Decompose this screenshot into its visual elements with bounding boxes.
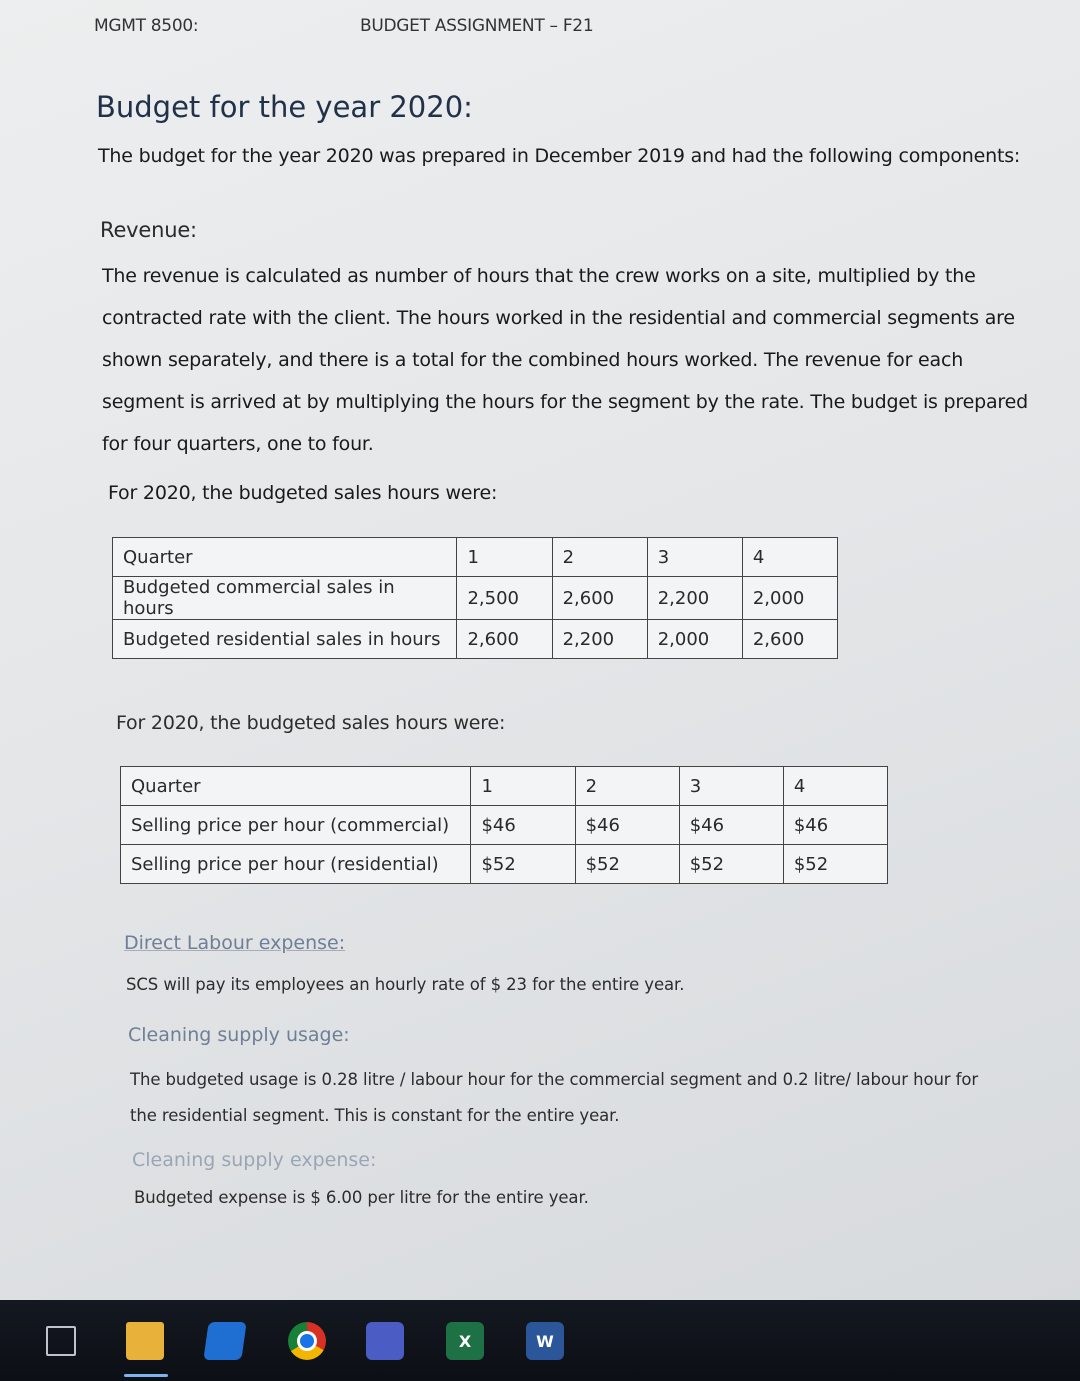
price-table <box>120 766 888 884</box>
table-cell: Budgeted residential sales in hours <box>113 620 457 659</box>
table-cell: Budgeted commercial sales in hours <box>113 577 457 620</box>
taskbar <box>0 1300 1080 1381</box>
word-letter: W <box>536 1331 554 1351</box>
table-row <box>121 806 888 845</box>
table-header-cell: 3 <box>647 538 742 577</box>
table-cell: Selling price per hour (commercial) <box>121 806 471 845</box>
mail-icon[interactable] <box>203 1322 246 1360</box>
table-cell: 2,000 <box>647 620 742 659</box>
word-icon[interactable] <box>526 1322 564 1360</box>
table-cell: $52 <box>679 845 783 884</box>
table-cell: 2,600 <box>742 620 837 659</box>
excel-icon[interactable] <box>446 1322 484 1360</box>
direct-labour-body: SCS will pay its employees an hourly rate of $ 23 for the entire year. <box>126 975 685 994</box>
hours-table <box>112 537 838 659</box>
direct-labour-heading: Direct Labour expense: <box>124 932 346 954</box>
teams-icon[interactable] <box>366 1322 404 1360</box>
table-cell: 2,200 <box>647 577 742 620</box>
revenue-body: The revenue is calculated as number of hours that the crew works on a site, multiplied by the contracted rate with the client. The hours worked in the residential and commercial segments are shown separately, and there is a total for the combined hours worked. The revenue for each segment is arrived at by multiplying the hours for the segment by the rate. The budget is prepared for four quarters, one to four. <box>102 265 1028 455</box>
table-row <box>113 620 838 659</box>
price-table-intro: For 2020, the budgeted sales hours were: <box>116 712 506 734</box>
chrome-icon[interactable] <box>288 1322 326 1360</box>
table-header-cell: Quarter <box>121 767 471 806</box>
cleaning-expense-body: Budgeted expense is $ 6.00 per litre for the entire year. <box>134 1188 589 1207</box>
cleaning-usage-body: The budgeted usage is 0.28 litre / labour hour for the commercial segment and 0.2 litre/ labour hour for the residential segment. This is constant for the entire year. <box>130 1070 979 1125</box>
table-cell: Selling price per hour (residential) <box>121 845 471 884</box>
task-view-icon[interactable] <box>46 1326 76 1356</box>
revenue-heading: Revenue: <box>100 218 197 242</box>
table-header-cell: 4 <box>783 767 887 806</box>
table-header-cell: 4 <box>742 538 837 577</box>
page-title: Budget for the year 2020: <box>96 90 473 124</box>
table-cell: $52 <box>783 845 887 884</box>
table-cell: $52 <box>471 845 575 884</box>
course-code: MGMT 8500: <box>94 16 199 36</box>
hours-table-intro: For 2020, the budgeted sales hours were: <box>108 482 498 504</box>
table-cell: $46 <box>575 806 679 845</box>
table-cell: $46 <box>783 806 887 845</box>
table-row <box>121 845 888 884</box>
table-header-cell: Quarter <box>113 538 457 577</box>
table-cell: $46 <box>471 806 575 845</box>
table-header-cell: 2 <box>575 767 679 806</box>
active-app-indicator <box>124 1374 168 1377</box>
assignment-title: BUDGET ASSIGNMENT – F21 <box>360 16 594 36</box>
cleaning-usage-heading: Cleaning supply usage: <box>128 1024 350 1046</box>
file-explorer-icon[interactable] <box>126 1322 164 1360</box>
table-header-cell: 1 <box>457 538 552 577</box>
table-row <box>113 577 838 620</box>
table-cell: $52 <box>575 845 679 884</box>
table-row <box>113 538 838 577</box>
table-cell: 2,000 <box>742 577 837 620</box>
table-cell: 2,200 <box>552 620 647 659</box>
table-cell: $46 <box>679 806 783 845</box>
table-header-cell: 3 <box>679 767 783 806</box>
table-header-cell: 1 <box>471 767 575 806</box>
table-cell: 2,600 <box>457 620 552 659</box>
intro-text: The budget for the year 2020 was prepared in December 2019 and had the following components: <box>98 145 1021 167</box>
table-header-cell: 2 <box>552 538 647 577</box>
table-cell: 2,600 <box>552 577 647 620</box>
table-cell: 2,500 <box>457 577 552 620</box>
cleaning-expense-heading: Cleaning supply expense: <box>132 1149 377 1171</box>
table-row <box>121 767 888 806</box>
excel-letter: X <box>458 1331 472 1351</box>
